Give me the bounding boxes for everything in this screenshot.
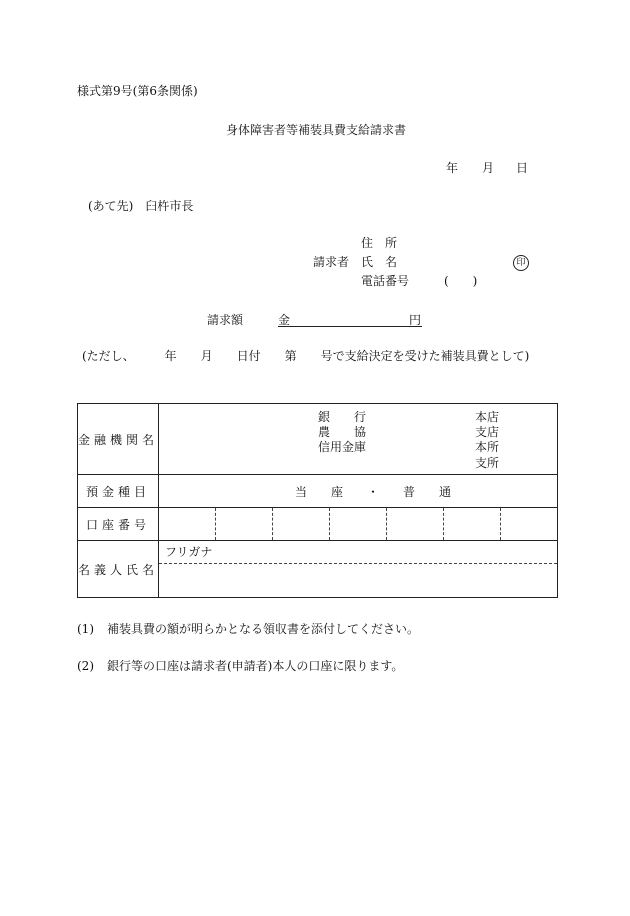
account-digit-cell — [216, 508, 273, 540]
furigana-divider — [159, 563, 557, 564]
phone-label: 電話番号 — [361, 274, 410, 288]
bank-name-label: 金融機関名 — [78, 404, 159, 475]
form-number: 様式第9号(第6条関係) — [77, 84, 198, 98]
note-number: (2) — [77, 659, 94, 673]
deposit-type-label: 預金種目 — [78, 475, 159, 508]
address-label: 住 所 — [361, 236, 398, 250]
account-digit-cell — [501, 508, 557, 540]
account-digit-cell — [330, 508, 387, 540]
bank-type-agri: 農 協 — [318, 425, 367, 439]
amount-underline — [278, 326, 422, 327]
branch-type-main-office: 本所 — [475, 440, 500, 454]
account-digit-cell — [273, 508, 330, 540]
seal-mark: 印 — [513, 255, 529, 271]
branch-type-main-store: 本店 — [475, 410, 500, 424]
branch-type-branch-store: 支店 — [475, 425, 500, 439]
account-number-cells — [159, 508, 558, 541]
account-number-label: 口座番号 — [78, 508, 159, 541]
note-text: 銀行等の口座は請求者(申請者)本人の口座に限ります。 — [107, 659, 404, 673]
addressee: (あて先) 臼杵市長 — [88, 199, 194, 213]
holder-name-label: 名義人氏名 — [78, 541, 159, 598]
date-month: 月 — [482, 161, 495, 175]
bank-account-table — [77, 403, 558, 598]
deposit-type-options: 当 座 ・ 普 通 — [159, 475, 558, 508]
date-year: 年 — [446, 161, 459, 175]
note-text: 補装具費の額が明らかとなる領収書を添付してください。 — [107, 622, 420, 636]
account-digit-cell — [159, 508, 216, 540]
furigana-label: フリガナ — [165, 545, 213, 559]
document-title: 身体障害者等補装具費支給請求書 — [226, 123, 407, 137]
amount-prefix: 金 — [278, 313, 291, 327]
bank-type-bank: 銀 行 — [318, 410, 367, 424]
account-digit-cell — [444, 508, 501, 540]
bank-type-credit: 信用金庫 — [318, 440, 367, 454]
claimant-label: 請求者 — [313, 255, 350, 269]
date-day: 日 — [516, 161, 529, 175]
decision-note: (ただし、 年 月 日付 第 号で支給決定を受けた補装具費として) — [82, 349, 530, 363]
note-number: (1) — [77, 622, 94, 636]
account-digit-cell — [387, 508, 444, 540]
name-label: 氏 名 — [361, 255, 398, 269]
amount-unit: 円 — [409, 313, 422, 327]
branch-type-branch-office: 支所 — [475, 456, 500, 470]
holder-name-cell — [159, 541, 558, 598]
amount-label: 請求額 — [207, 313, 244, 327]
bank-name-cell — [159, 404, 558, 475]
phone-area-code-paren: ( ) — [444, 274, 478, 288]
